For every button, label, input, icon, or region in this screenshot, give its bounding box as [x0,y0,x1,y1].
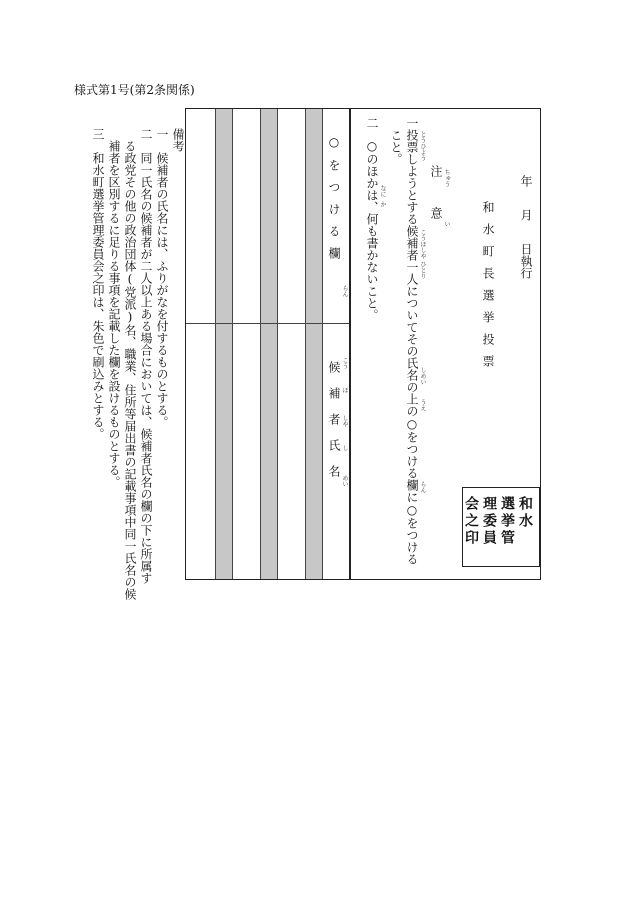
column-divider [215,109,216,579]
name-column-ruby: めい [341,475,348,487]
name-column-ruby: しや [341,415,348,427]
name-column-ruby: し [341,445,348,451]
column-divider [322,109,323,579]
notice-heading: 注意 [429,165,443,249]
seal-column: 和水 [517,496,533,530]
candidate-column-shaded [215,109,232,579]
remarks-item-2-line-2: る政党その他の政治団体(党派)名、職業、住所等届出書の記載事項中同一氏名の候 [123,140,137,600]
name-column-label: 候補者氏名 [327,361,341,491]
candidate-column-shaded [260,109,277,579]
notice-item-2-ruby: か [379,201,386,207]
header-divider [349,109,351,579]
notice-item-1-ruby: とうひよう [419,131,426,161]
name-column-ruby: ほ [341,387,348,393]
notice-item-1-ruby: らん [419,481,426,493]
remarks-item-3: 三 和水町選挙管理委員会之印は、朱色で刷込みとする。 [91,128,105,440]
seal-column: 選挙管 [499,496,515,547]
seal-column: 理委員 [481,496,497,547]
notice-item-2-marker: 二 [365,117,379,129]
notice-heading-ruby: い [443,221,450,227]
election-committee-seal [462,487,540,567]
column-divider [260,109,261,579]
notice-item-2-text: ○のほかは、何も書かないこと。 [365,139,379,321]
seal-column: 会之印 [463,496,479,547]
remarks-item-1: 一 候補者の氏名には、ふりがなを付するものとする。 [155,128,169,428]
notice-item-1-ruby: しめい [419,367,426,385]
date-day-executed: 日執行 [519,243,533,279]
candidate-column-shaded [305,109,322,579]
form-number-label: 様式第1号(第2条関係) [74,83,195,97]
remarks-item-2-line-1: 二 同一氏名の候補者が二人以上ある場合においては、候補者氏名の欄の下に所属す [139,128,153,584]
notice-item-2-ruby: なに [379,185,386,197]
remarks-heading: 備考 [171,128,185,152]
mark-name-divider [186,323,351,324]
date-year: 年 [519,175,533,187]
notice-item-1-text: 投票しようとする候補者一人についてその氏名の上の○をつける欄に○をつける [405,129,419,565]
notice-item-1-cont: こと。 [389,129,403,165]
mark-column-label: ○をつける欄 [327,135,341,269]
date-month: 月 [519,209,533,221]
notice-item-1-marker: 一 [405,117,419,129]
notice-heading-ruby: ちゅう [443,169,450,187]
notice-item-1-ruby: うえ [419,399,426,411]
mark-column-ruby: らん [341,285,348,297]
remarks-item-2-line-3: 補者を区別するに足りる事項を記載した欄を設けるものとする。 [107,140,121,488]
notice-item-1-ruby: こうほしや [419,229,426,259]
name-column-ruby: こう [341,357,348,369]
column-divider [277,109,278,579]
ballot-title: 和水町長選挙投票 [481,201,495,377]
notice-item-1-ruby: ひとり [419,261,426,279]
column-divider [305,109,306,579]
column-divider [232,109,233,579]
